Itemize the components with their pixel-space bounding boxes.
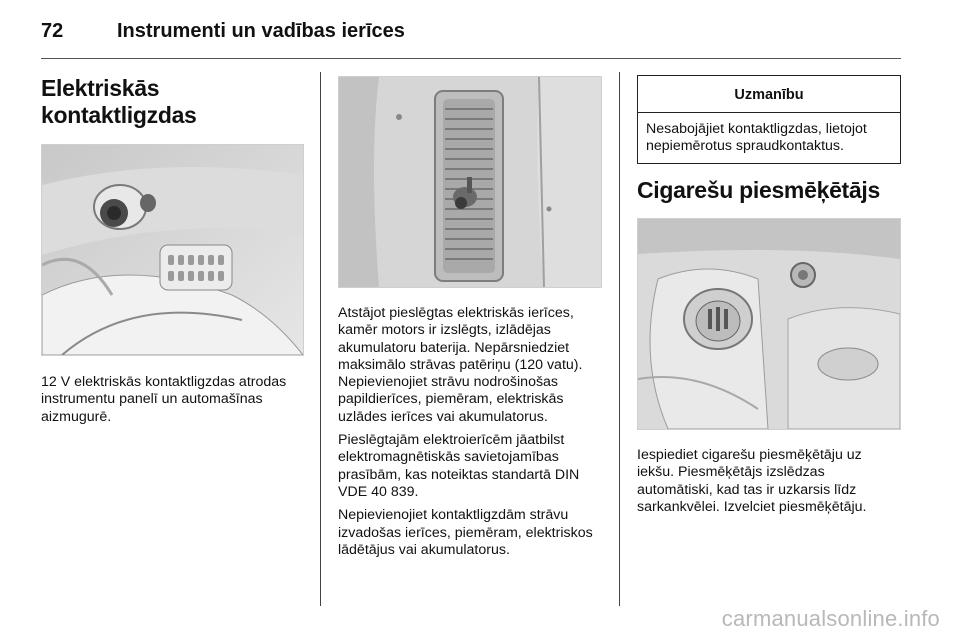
chapter-title: Instrumenti un vadības ierīces xyxy=(117,20,405,42)
instruction-paragraph: Atstājot pieslēgtas elektriskās ierīces, kamēr motors ir izslēgts, izlādējas akumulatoru baterija. Nepārsniedziet maksimālo strāvas patēriņu (120 vatu). Nepievienojiet strāvu nodrošinošas papildierīces, piemēram, elektriskās uzlādes ierīces vai akumulatorus. xyxy=(338,305,583,425)
column-right xyxy=(637,66,901,516)
caution-box xyxy=(637,75,901,164)
page-number: 72 xyxy=(41,20,64,42)
instruction-paragraph: Pieslēgtajām elektroierīcēm jāatbilst elektromagnētiskās savietojamības prasībām, kas noteiktas standartā DIN VDE 40 839. xyxy=(338,432,580,500)
column-left xyxy=(41,66,304,426)
watermark: carmanualsonline.info xyxy=(721,606,940,631)
caution-text: Nesabojājiet kontaktligzdas, lietojot nepiemērotus spraudkontaktus. xyxy=(646,121,867,154)
column-divider-right xyxy=(619,72,620,606)
column-divider-left xyxy=(320,72,321,606)
power-outlet-photo xyxy=(41,144,304,356)
rear-outlet-photo xyxy=(338,76,602,288)
cigarette-lighter-photo xyxy=(637,218,901,430)
section-title-power-outlets: Elektriskās kontaktligzdas xyxy=(41,75,197,128)
instruction-paragraph: Nepievienojiet kontaktligzdām strāvu izvadošas ierīces, piemēram, elektriskos lādētājus vai akumulatorus. xyxy=(338,507,593,558)
header-rule xyxy=(41,58,901,59)
power-outlet-instructions xyxy=(338,305,602,559)
section-title-cigarette-lighter: Cigarešu piesmēķētājs xyxy=(637,177,880,203)
page-header xyxy=(41,16,901,56)
caution-heading: Uzmanību xyxy=(638,76,900,113)
cigarette-lighter-caption: Iespiediet cigarešu piesmēķētāju uz iekšu. Piesmēķētājs izslēdzas automātiski, kad tas ir uzkarsis līdz sarkankvēlei. Izvelciet piesmēķētāju. xyxy=(637,447,867,515)
column-middle xyxy=(338,66,602,565)
power-outlet-caption: 12 V elektriskās kontaktligzdas atrodas instrumentu panelī un automašīnas aizmugurē. xyxy=(41,374,287,425)
